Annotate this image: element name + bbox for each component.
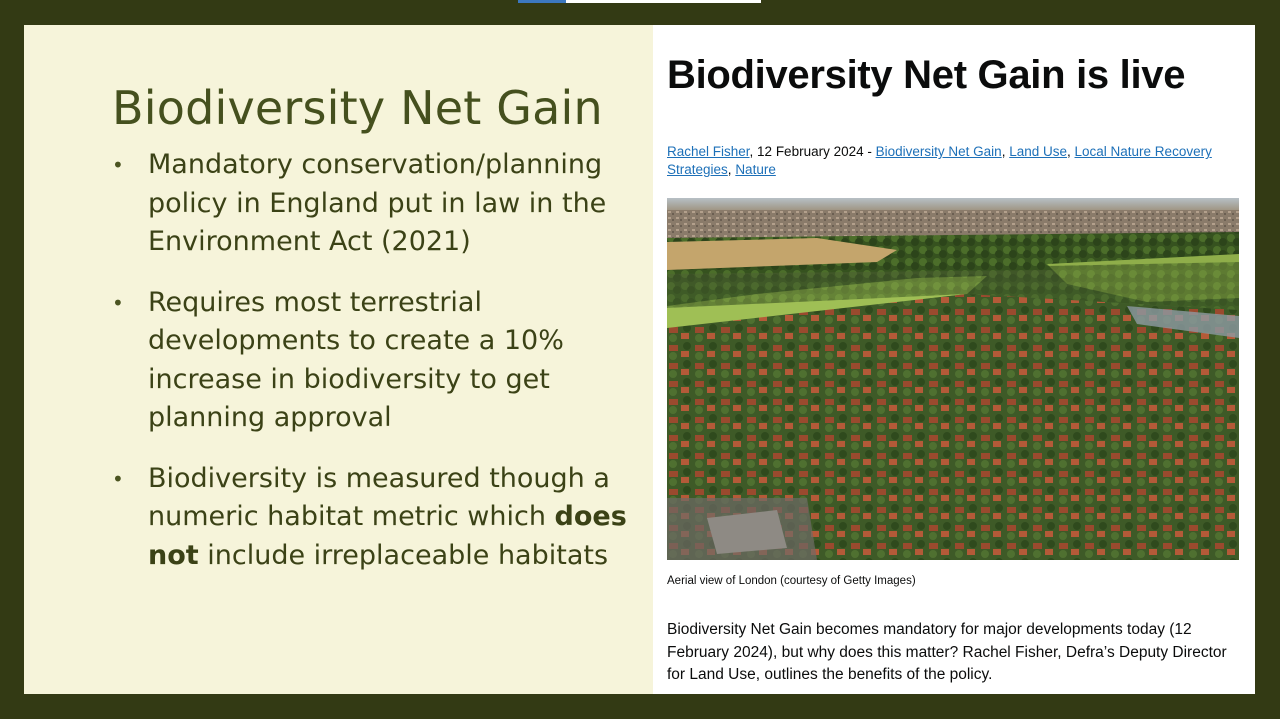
- slide-text-panel: [24, 25, 652, 694]
- top-progress-strip: [518, 0, 761, 3]
- bullet-list: [112, 146, 632, 597]
- article-meta: [667, 143, 1232, 179]
- bullet-dot: •: [112, 290, 124, 315]
- bullet-dot: •: [112, 466, 124, 491]
- tag-link-biodiversity-net-gain[interactable]: Biodiversity Net Gain: [875, 144, 1002, 159]
- article-summary: Biodiversity Net Gain becomes mandatory for major developments today (12 February 2024), but why does this matter? Rachel Fisher, Defra’s Deputy Director for Land Use, outlines the benefits of the policy.: [667, 621, 1227, 683]
- tag-link-land-use[interactable]: Land Use: [1009, 144, 1067, 159]
- author-link[interactable]: Rachel Fisher: [667, 144, 750, 159]
- article-screenshot: [653, 25, 1255, 694]
- bullet-item-3: [112, 460, 632, 576]
- slide-title: Biodiversity Net Gain: [112, 81, 603, 135]
- bullet-text: Mandatory conservation/planning policy in England put in law in the Environment Act (2021): [148, 149, 607, 257]
- bullet-text: Requires most terrestrial developments to create a 10% increase in biodiversity to get planning approval: [148, 286, 564, 433]
- tag-separator: ,: [1067, 144, 1075, 159]
- bullet-item-2: [112, 284, 632, 438]
- top-progress-fill: [518, 0, 566, 3]
- presentation-slide: [24, 25, 1255, 694]
- aerial-landscape-illustration: [667, 198, 1239, 560]
- bullet-text-bold: does not: [148, 501, 627, 571]
- tag-link-nature[interactable]: Nature: [735, 162, 776, 177]
- article-title: Biodiversity Net Gain is live: [667, 53, 1186, 97]
- tag-separator: ,: [1001, 144, 1010, 159]
- bullet-text: [148, 463, 627, 571]
- bullet-item-1: [112, 146, 632, 262]
- tag-separator: ,: [727, 162, 736, 177]
- photo-caption: Aerial view of London (courtesy of Getty Images): [667, 575, 916, 587]
- bullet-text-after: include irreplaceable habitats: [198, 539, 609, 571]
- bullet-dot: •: [112, 153, 124, 177]
- aerial-photo: [667, 198, 1239, 560]
- article-date: , 12 February 2024 -: [749, 144, 876, 159]
- bullet-text-before: Biodiversity is measured though a numeric habitat metric which: [148, 462, 610, 532]
- tag-link-local-nature-recovery-strategies[interactable]: Local Nature Recovery Strategies: [667, 144, 1212, 177]
